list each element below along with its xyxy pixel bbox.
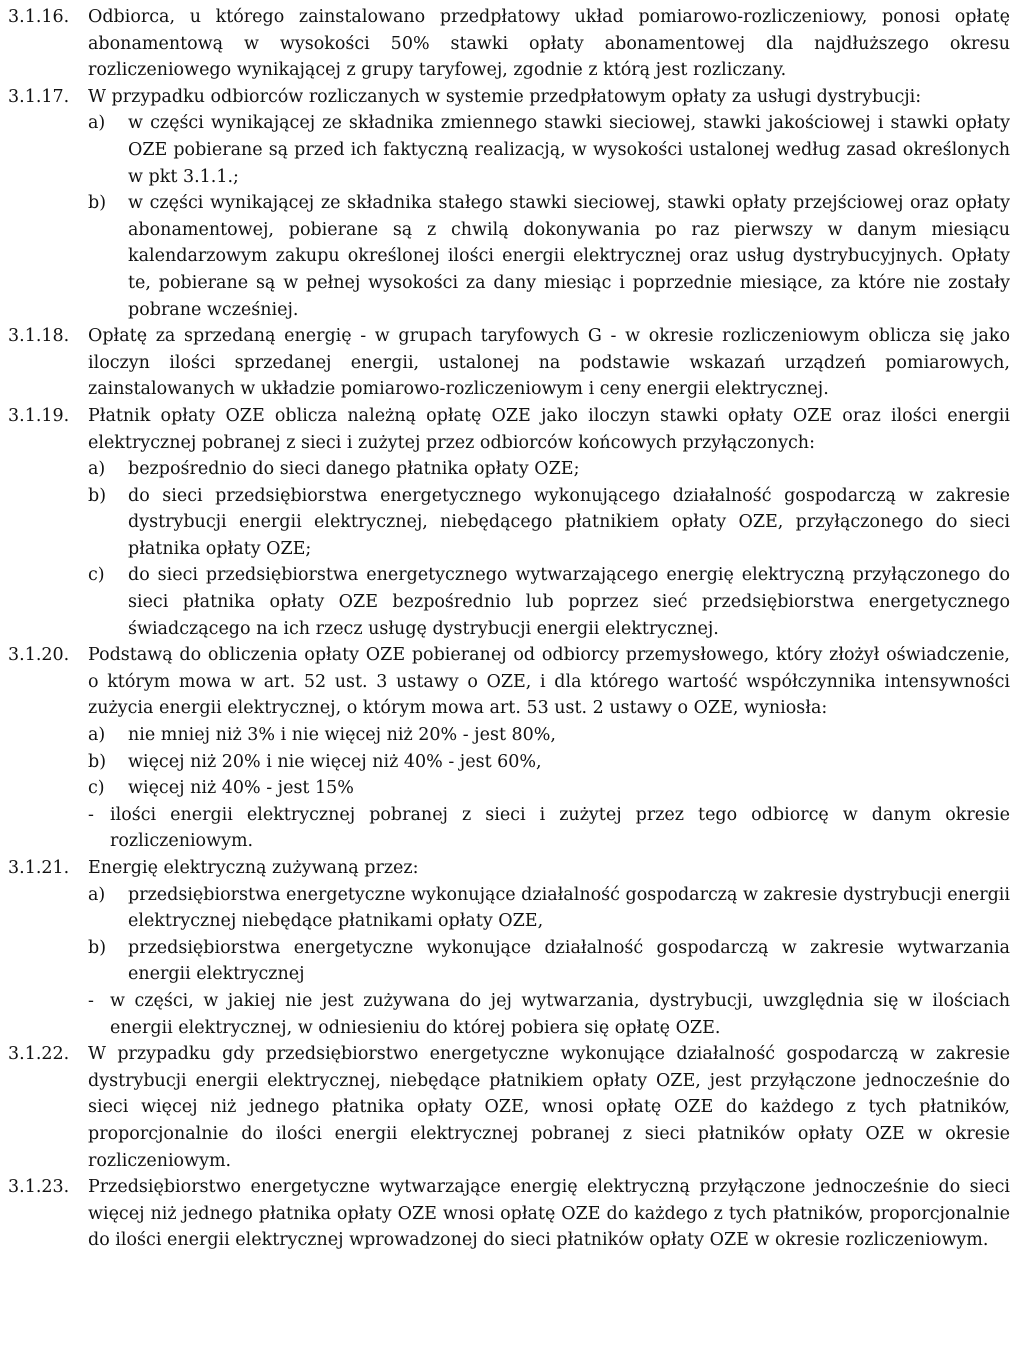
- list-item-label: c): [88, 565, 105, 586]
- dash-marker: -: [88, 804, 94, 825]
- section-text: Odbiorca, u którego zainstalowano przedpłatowy układ pomiarowo-rozliczeniowy, ponosi opłatę abonamentową w wysokości 50% stawki opłaty abonamentowej dla najdłuższego okresu rozliczeniowego wynikającej z grupy taryfowej, zgodnie z którą jest rozliczany.: [88, 7, 1010, 81]
- section-number: 3.1.17.: [8, 86, 70, 107]
- list-item-label: a): [88, 113, 106, 134]
- section-3-1-17: [8, 84, 1010, 323]
- section-number: 3.1.19.: [8, 405, 70, 426]
- list-item-label: a): [88, 725, 106, 746]
- section-3-1-20: [8, 642, 1010, 855]
- section-3-1-18: [8, 323, 1010, 403]
- list-item: [88, 190, 1010, 323]
- list-item-text: więcej niż 40% - jest 15%: [128, 778, 354, 799]
- section-number: 3.1.20.: [8, 645, 70, 666]
- list-item-text: nie mniej niż 3% i nie więcej niż 20% - jest 80%,: [128, 725, 556, 746]
- list-item-text: w części wynikającej ze składnika stałego stawki sieciowej, stawki opłaty przejściowej oraz opłaty abonamentowej, pobierane są z chwilą dokonywania po raz pierwszy w danym miesiącu kalendarzowym zakupu określonej ilości energii elektrycznej oraz usług dystrybucyjnych. Opłaty te, pobierane są w pełnej wysokości za dany miesiąc i poprzednie miesiące, za które nie zostały pobrane wcześniej.: [128, 193, 1010, 320]
- list-item-label: b): [88, 193, 107, 214]
- section-3-1-23: [8, 1174, 1010, 1254]
- section-number: 3.1.18.: [8, 326, 70, 347]
- list-item-label: a): [88, 459, 106, 480]
- dash-note: [88, 988, 1010, 1041]
- list-item-label: b): [88, 751, 107, 772]
- section-text: Opłatę za sprzedaną energię - w grupach taryfowych G - w okresie rozliczeniowym oblicza się jako iloczyn ilości sprzedanej energii, ustalonej na podstawie wskazań urządzeń pomiarowych, zainstalowanych w układzie pomiarowo-rozliczeniowym i ceny energii elektrycznej.: [88, 326, 1010, 400]
- list-item: [88, 483, 1010, 563]
- section-number: 3.1.23.: [8, 1177, 70, 1198]
- list-item: [88, 775, 1010, 802]
- section-text: W przypadku odbiorców rozliczanych w systemie przedpłatowym opłaty za usługi dystrybucji:: [88, 86, 922, 107]
- list-item: [88, 882, 1010, 935]
- list-item-label: b): [88, 937, 107, 958]
- list-item-text: więcej niż 20% i nie więcej niż 40% - jest 60%,: [128, 751, 542, 772]
- section-3-1-19: [8, 403, 1010, 642]
- list-item: [88, 722, 1010, 749]
- section-text: Podstawą do obliczenia opłaty OZE pobieranej od odbiorcy przemysłowego, który złożył oświadczenie, o którym mowa w art. 52 ust. 3 ustawy o OZE, i dla którego wartość współczynnika intensywności zużycia energii elektrycznej, o którym mowa art. 53 ust. 2 ustawy o OZE, wyniosła:: [88, 645, 1010, 719]
- section-text: Przedsiębiorstwo energetyczne wytwarzające energię elektryczną przyłączone jednocześnie do sieci więcej niż jednego płatnika opłaty OZE wnosi opłatę OZE do każdego z tych płatników, proporcjonalnie do ilości energii elektrycznej wprowadzonej do sieci płatników opłaty OZE w okresie rozliczeniowym.: [88, 1177, 1010, 1251]
- list-item: [88, 749, 1010, 776]
- section-number: 3.1.22.: [8, 1044, 70, 1065]
- section-text: Płatnik opłaty OZE oblicza należną opłatę OZE jako iloczyn stawki opłaty OZE oraz ilości energii elektrycznej pobranej z sieci i zużytej przez odbiorców końcowych przyłączonych:: [88, 405, 1010, 453]
- list-item-text: przedsiębiorstwa energetyczne wykonujące działalność gospodarczą w zakresie wytwarzania energii elektrycznej: [128, 937, 1010, 985]
- list-item-label: c): [88, 778, 105, 799]
- list-item-text: przedsiębiorstwa energetyczne wykonujące działalność gospodarczą w zakresie dystrybucji energii elektrycznej niebędące płatnikami opłaty OZE,: [128, 884, 1010, 932]
- section-number: 3.1.16.: [8, 7, 70, 27]
- list-item-label: b): [88, 485, 107, 506]
- list-item-text: do sieci przedsiębiorstwa energetycznego wytwarzającego energię elektryczną przyłączonego do sieci płatnika opłaty OZE bezpośrednio lub poprzez sieć przedsiębiorstwa energetycznego świadczącego na ich rzecz usługę dystrybucji energii elektrycznej.: [128, 565, 1010, 639]
- list-item-text: do sieci przedsiębiorstwa energetycznego wykonującego działalność gospodarczą w zakresie dystrybucji energii elektrycznej, niebędącego płatnikiem opłaty OZE, przyłączonego do sieci płatnika opłaty OZE;: [128, 485, 1010, 559]
- section-3-1-21: [8, 855, 1010, 1041]
- list-item: [88, 110, 1010, 190]
- note-text: ilości energii elektrycznej pobranej z sieci i zużytej przez tego odbiorcę w danym okresie rozliczeniowym.: [110, 804, 1010, 852]
- list-item-text: w części wynikającej ze składnika zmiennego stawki sieciowej, stawki jakościowej i stawki opłaty OZE pobierane są przed ich faktyczną realizacją, w wysokości ustalonej według zasad określonych w pkt 3.1.1.;: [128, 113, 1010, 187]
- list-item: [88, 562, 1010, 642]
- list-item: [88, 935, 1010, 988]
- dash-marker: -: [88, 990, 94, 1011]
- dash-note: [88, 802, 1010, 855]
- section-text: W przypadku gdy przedsiębiorstwo energetyczne wykonujące działalność gospodarczą w zakresie dystrybucji energii elektrycznej, niebędące płatnikiem opłaty OZE, jest przyłączone jednocześnie do sieci więcej niż jednego płatnika opłaty OZE, wnosi opłatę OZE do każdego z tych płatników, proporcjonalnie do ilości energii elektrycznej pobranej z sieci płatników opłaty OZE w okresie rozliczeniowym.: [88, 1044, 1010, 1171]
- section-number: 3.1.21.: [8, 858, 70, 878]
- section-text: Energię elektryczną zużywaną przez:: [88, 858, 419, 878]
- section-3-1-22: [8, 1041, 1010, 1174]
- section-3-1-16: [8, 4, 1010, 84]
- list-item-text: bezpośrednio do sieci danego płatnika opłaty OZE;: [128, 459, 580, 480]
- list-item-label: a): [88, 884, 106, 905]
- note-text: w części, w jakiej nie jest zużywana do jej wytwarzania, dystrybucji, uwzględnia się w ilościach energii elektrycznej, w odniesieniu do której pobiera się opłatę OZE.: [110, 990, 1010, 1038]
- list-item: [88, 456, 1010, 483]
